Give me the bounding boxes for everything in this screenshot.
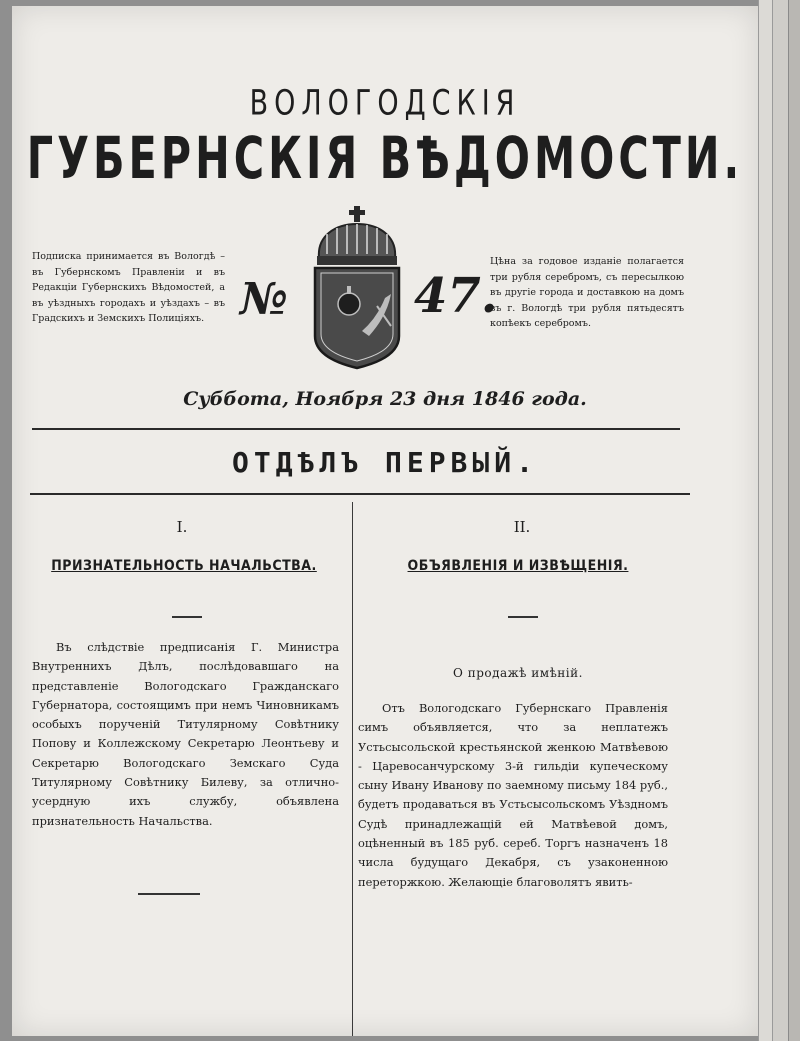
rule-below-section — [30, 493, 690, 495]
column1-heading: ПРИЗНАТЕЛЬНОСТЬ НАЧАЛЬСТВА. — [51, 558, 317, 574]
issue-number-sign: № — [240, 274, 288, 325]
masthead-title-line1: ВОЛОГОДСКІЯ — [249, 83, 521, 124]
newspaper-page — [12, 6, 758, 1036]
column2-numeral: II. — [513, 518, 531, 536]
issue-number: 47. — [414, 268, 498, 324]
rule-above-section — [32, 428, 680, 430]
price-note: Цѣна за годовое изданіе полагается три рубля серебромъ, съ пересылкою въ другіе города и доставкою на домъ въ г. Вологдѣ три рубля пятьдесятъ копѣекъ серебромъ. — [490, 256, 684, 329]
dateline: Суббота, Ноября 23 дня 1846 года. — [183, 388, 587, 410]
column1-end-rule — [138, 893, 200, 895]
column2-dash — [508, 616, 538, 618]
page-edge-3 — [788, 0, 800, 1041]
column1-dash — [172, 616, 202, 618]
column1-text: Въ слѣдствіе предписанія Г. Министра Внутреннихъ Дѣлъ, послѣдовавшаго на представленіе Вологодскаго Гражданскаго Губернатора, состоящимъ при немъ Чиновникамъ особыхъ порученій Титулярному Совѣтнику Попову и Коллежскому Секретарю Леонтьеву и Секретарю Вологодскаго Земскаго Суда Титулярному Совѣтнику Билеву, за отлично-усердную ихъ службу, объявлена признательность Начальства. — [32, 640, 339, 828]
page-edge-2 — [772, 0, 789, 1041]
coat-of-arms-emblem — [307, 206, 407, 371]
masthead-title-line2: ГУБЕРНСКІЯ ВѢДОМОСТИ. — [26, 124, 744, 192]
column2-subheading: О продажѣ имѣній. — [453, 666, 583, 680]
column-divider — [352, 502, 353, 1036]
page-edge-1 — [758, 0, 773, 1041]
subscription-note: Подписка принимается въ Вологдѣ – въ Губернскомъ Правленіи и въ Редакціи Губернскихъ Вѣдомостей, а въ уѣздныхъ городахъ и уѣздахъ – въ Градскихъ и Земскихъ Полиціяхъ. — [32, 251, 225, 324]
column2-text: Отъ Вологодскаго Губернскаго Правленія симъ объявляется, что за неплатежъ Устьсысольской крестьянской женкою Матвѣевою - Царевосанчурскому 3-й гильдіи купеческому сыну Ивану Иванову по заемному письму 184 руб., будетъ продаваться въ Устьсысольскомъ Уѣздномъ Судѣ принадлежащій ей Матвѣевой домъ, оцѣненный въ 185 руб. сереб. Торгъ назначенъ 18 числа будущаго Декабря, съ узаконенною переторжкою. Желающіе благоволятъ явить- — [358, 701, 668, 889]
column1-numeral: I. — [176, 518, 188, 536]
column2-heading: ОБЪЯВЛЕНІЯ И ИЗВѢЩЕНІЯ. — [407, 558, 629, 574]
section-title: ОТДѢЛЪ ПЕРВЫЙ. — [231, 446, 538, 479]
